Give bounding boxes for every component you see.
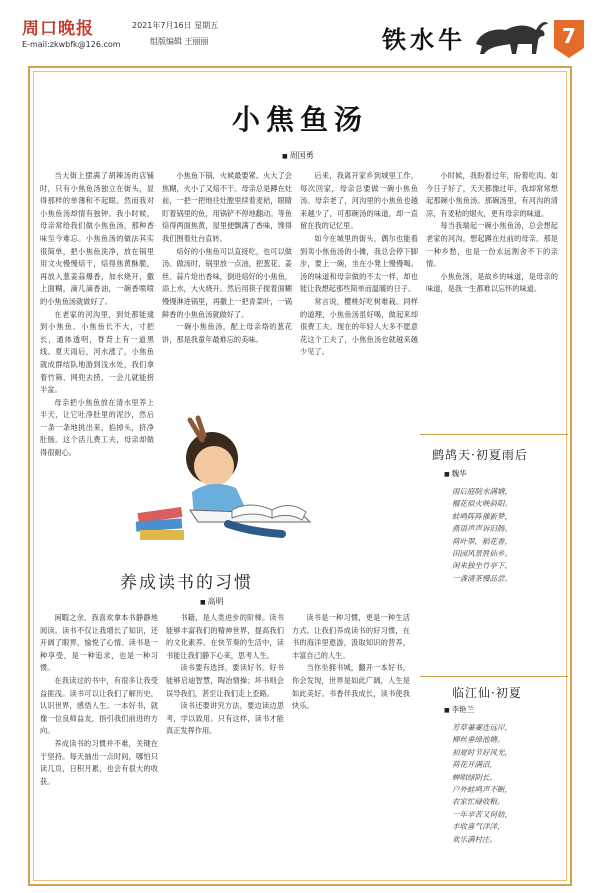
email: E-mail:zkwbfk@126.com [22,40,121,49]
issue-date: 2021年7月16日 星期五 [132,21,219,30]
essay2-title: 养成读书的习惯 [120,573,253,593]
poem-line: 一年辛苦又何妨， [452,809,512,819]
poem1-author: ■ 魏华 [444,468,467,479]
poem-line: 丰收喜气洋洋， [452,822,505,832]
paragraph: 每当我端起一碗小焦鱼汤，总会想起老家的河沟，想起蹲在灶前的母亲。那是一种乡愁，也是一份永远割舍不下的亲情。 [426,221,558,269]
paper-logo: 周口晚报 [22,19,94,39]
poem-line: 农家忙碌收粮。 [452,797,505,807]
article2-column-3 [292,612,410,880]
poem-line: 柳丝垂绿池塘。 [452,735,505,745]
paragraph: 母亲把小焦鱼放在清水里养上半天，让它吐净肚里的泥沙，然后一条一条地挑出来，掐掉头，挤净肚肠。这个活儿费工夫，母亲却做得很耐心。 [40,397,154,458]
paragraph: 读书要有选择，要读好书。好书能够启迪智慧，陶冶情操；坏书则会误导我们，甚至让我们走上歪路。 [166,663,284,698]
paragraph: 读书是一种习惯，更是一种生活方式。让我们养成读书的好习惯，在书的海洋里遨游，汲取知识的营养，丰富自己的人生。 [292,613,410,660]
poem-line: 荷叶翠，稻花香， [452,536,512,546]
article1-column-3 [300,170,418,408]
paragraph: 当大街上摆满了胡辣汤的店铺时，只有小焦鱼汤独立在街头，显得那样的单薄和不起眼。然而我对小焦鱼汤却情有独钟。我小时候，母亲常给我们做小焦鱼汤，那种香味至今难忘。小焦鱼汤的做法其实很简单，把小焦鱼洗净，放在锅里用文火慢慢焙干，焙得焦黄酥脆，再放入葱姜蒜爆香，加水烧开，撒上面糊，滴几滴香油，一碗香喷喷的小焦鱼汤就做好了。 [40,171,154,306]
poem-line: 田园风景胜仙乡。 [452,549,512,558]
poem-line: 蝉唱绿阴长。 [452,772,497,782]
poem-line: 蛙鸣阵阵催新梦， [452,511,512,521]
section-title: 铁水牛 [382,25,466,54]
paragraph: 后来，我离开家乡到城里工作，每次回家，母亲总要做一碗小焦鱼汤。母亲老了，河沟里的小焦鱼也越来越少了，可那碗汤的味道，却一直留在我的记忆里。 [300,171,418,231]
editor-credit: 组版编辑 王丽丽 [150,37,209,46]
poem-line: 初夏时节好风光， [452,747,512,757]
poem-line: 燕语声声诉旧肠。 [452,524,512,534]
poem-line: 雨后庭院水满塘， [452,487,512,496]
paragraph: 小焦鱼下锅，火候最要紧。火大了会焦糊，火小了又焙不干。母亲总是蹲在灶前，一把一把地往灶膛里续着麦秸，眼睛盯着锅里的鱼，用锅铲不停地翻动。等鱼焙得两面焦黄，屋里便飘满了香味，馋得我们围着灶台直转。 [162,171,292,243]
article2-column-1 [40,612,158,880]
paragraph: 养成读书的习惯并不难，关键在于坚持。每天抽出一点时间，哪怕只读几页，日积月累，也会有很大的收获。 [40,738,158,786]
poem-line: 榴花似火映斜阳。 [452,499,512,509]
article1-column-2 [162,170,292,408]
poem-line: 欢乐满村庄。 [452,834,497,844]
paragraph: 小焦鱼汤，是故乡的味道，是母亲的味道，是我一生都难以忘怀的味道。 [426,271,558,294]
paragraph: 在我读过的书中，有很多让我受益匪浅。读书可以让我们了解历史，认识世界，感悟人生。一本好书，就像一位良师益友，指引我们前进的方向。 [40,675,158,736]
paragraph: 当你坐拥书城，翻开一本好书，你会发现，世界是如此广阔，人生是如此美好。书香伴我成长，读书使我快乐。 [292,663,410,711]
poem-divider [420,676,568,677]
paragraph: 常言说，樱桃好吃树难栽。同样的道理，小焦鱼汤虽好喝，做起来却很费工夫。现在的年轻人大多不愿意花这个工夫了，小焦鱼汤也就越来越少见了。 [300,296,418,357]
poem-line: 一盏清茶慢品尝。 [452,573,512,583]
poem-line: 闲来独坐竹亭下， [452,561,512,571]
article-title: 小焦鱼汤 [231,103,368,136]
bull-icon [470,14,550,58]
page-number: 7 [562,24,576,48]
poem2-title: 临江仙·初夏 [452,686,522,700]
poem-line: 芳草萋萋连远岸， [452,723,512,732]
article1-column-1 [40,170,154,458]
article2-column-2 [166,612,284,880]
reading-boy-illustration [132,414,310,556]
paragraph: 焙好的小焦鱼可以直接吃，也可以做汤。做汤时，锅里放一点油，把葱花、姜丝、蒜片炝出香味，倒进焙好的小焦鱼，添上水，大火烧开。然后用筷子搅着面糊慢慢淋进锅里，再撒上一把青菜叶，一锅鲜香的小焦鱼汤就做好了。 [162,246,292,319]
paragraph: 如今在城里的街头，偶尔也能看到卖小焦鱼汤的小摊，我总会停下脚步，要上一碗，坐在小凳上慢慢喝。汤的味道和母亲做的不太一样，却也能让我想起那些简单而温暖的日子。 [300,233,418,294]
poem-line: 户外蛙鸣声不断， [452,785,512,794]
article-byline: ■ 周国勇 [282,150,314,161]
article1-column-4 [426,170,558,420]
poem-divider [420,434,568,435]
paragraph: 一碗小焦鱼汤，配上母亲烙的葱花饼，那是我童年最难忘的美味。 [162,322,292,344]
paragraph: 书籍，是人类进步的阶梯。读书能够丰富我们的精神世界，提高我们的文化素养。在快节奏的生活中，读书能让我们静下心来，思考人生。 [166,613,284,660]
poem2-author: ■ 李艳兰 [444,704,474,715]
essay2-byline: ■ 高明 [200,596,224,607]
paragraph: 在老家的河沟里，到处都能逮到小焦鱼。小焦鱼长不大，寸把长，通体透明，脊背上有一道黑线。夏天雨后，河水涨了，小焦鱼就成群结队地游到浅水处，我们拿着竹筛、网兜去捞，一会儿就能捞半盆。 [40,309,154,395]
paragraph: 闲暇之余，我喜欢拿本书静静地阅读。读书不仅让我增长了知识，还开阔了眼界，愉悦了心情。读书是一种享受，是一种追求，也是一种习惯。 [40,613,158,673]
page-header [0,0,600,66]
paragraph: 读书还要讲究方法，要边读边思考，学以致用。只有这样，读书才能真正发挥作用。 [166,701,284,736]
poem1-title: 鹧鸪天·初夏雨后 [432,448,528,462]
poem-line: 荷花开满沼， [452,760,497,770]
paragraph: 小时候，我盼着过年，盼着吃肉。如今日子好了，天天都像过年，我却常常想起那碗小焦鱼汤。那碗汤里，有河沟的清凉，有麦秸的烟火，更有母亲的味道。 [426,171,558,218]
